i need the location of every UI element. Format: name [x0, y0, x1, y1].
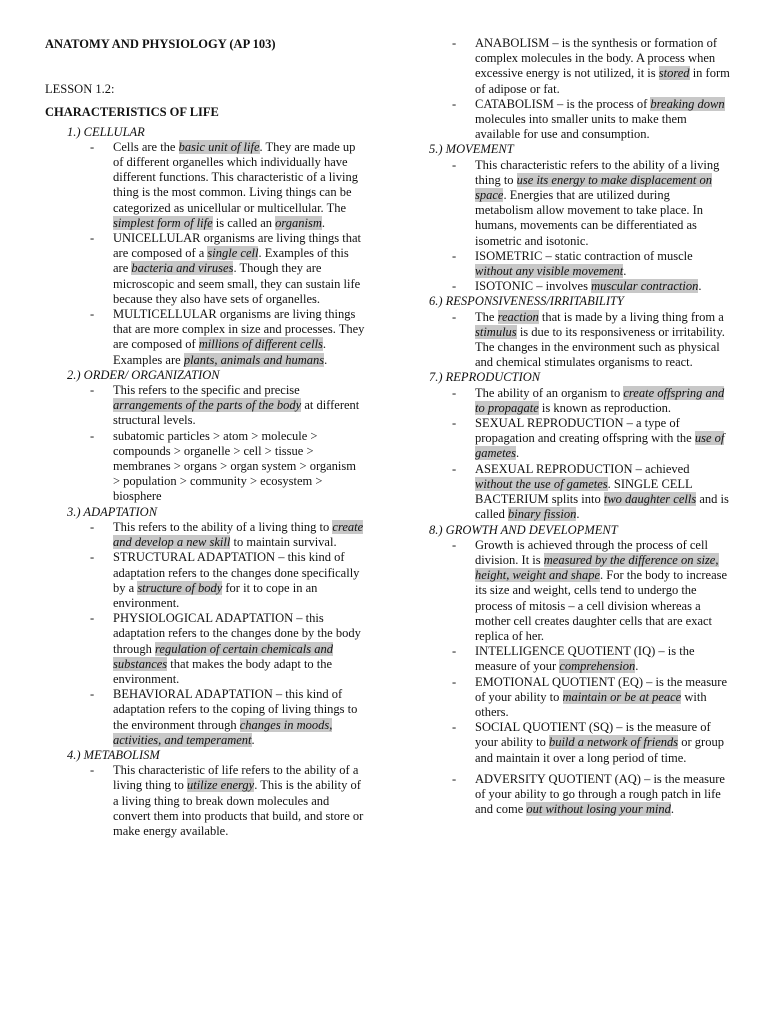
- dash-bullet-icon: -: [90, 383, 95, 398]
- dash-bullet-icon: -: [90, 307, 95, 322]
- highlighted-term: simplest form of life: [113, 215, 213, 230]
- highlighted-term: create and develop a new skill: [113, 519, 364, 550]
- body-text: EMOTIONAL QUOTIENT (EQ) – is the measure of your ability to: [475, 674, 728, 704]
- bullet-item: [45, 763, 365, 839]
- bullet-item: [45, 307, 365, 368]
- bullet-item: [425, 675, 730, 721]
- bullet-item: [425, 644, 730, 674]
- bullet-item: [45, 429, 365, 505]
- dash-bullet-icon: -: [90, 763, 95, 778]
- body-text: MULTICELLULAR organisms are living things that are more complex in size and processes. They are composed of: [113, 307, 365, 352]
- highlighted-term: reaction: [497, 309, 539, 324]
- bullet-item: [45, 687, 365, 748]
- dash-bullet-icon: -: [452, 309, 457, 324]
- section-heading: 2.) ORDER/ ORGANIZATION: [67, 367, 220, 382]
- body-text: in form of adipose or fat.: [475, 66, 730, 96]
- body-text: This characteristic of life refers to the ability of a living thing to: [113, 763, 359, 793]
- bullet-item: [45, 550, 365, 611]
- body-text: is called an: [212, 215, 276, 230]
- body-text: is due to its responsiveness or irritability. The changes in the environment such as physical and chemical stimulates organisms to react.: [475, 324, 725, 370]
- body-text: .: [324, 352, 328, 367]
- left-body: [45, 125, 365, 840]
- body-text: . Though they are microscopic and seem small, they can sustain life because they also have sets of organelles.: [113, 261, 361, 306]
- body-text: .: [623, 264, 627, 279]
- dash-bullet-icon: -: [452, 416, 457, 431]
- body-text: SEXUAL REPRODUCTION – a type of propagation and creating offspring with the: [475, 416, 695, 446]
- body-text: that makes the body adapt to the environment.: [113, 656, 333, 686]
- body-text: PHYSIOLOGICAL ADAPTATION – this adaptation refers to the changes done by the body through: [113, 611, 361, 656]
- highlighted-term: out without losing your mind: [526, 802, 671, 817]
- highlighted-term: build a network of friends: [548, 735, 679, 750]
- dash-bullet-icon: -: [90, 139, 95, 154]
- dash-bullet-icon: -: [90, 519, 95, 534]
- dash-bullet-icon: -: [452, 674, 457, 689]
- bullet-item: [425, 249, 730, 279]
- body-text: . SINGLE CELL BACTERIUM splits into: [475, 476, 693, 507]
- bullet-item: [425, 97, 730, 143]
- dash-bullet-icon: -: [452, 157, 457, 172]
- body-text: .: [251, 732, 255, 747]
- body-text: . For the body to increase its size and weight, cells tend to undergo the process of mitosis – a cell division whereas a mother cell creates daughter cells that are exact replica of her.: [475, 568, 728, 643]
- body-text: BEHAVIORAL ADAPTATION – this kind of adaptation refers to the coping of living things to the environment through: [113, 687, 358, 732]
- body-text: ADVERSITY QUOTIENT (AQ) – is the measure of your ability to go through a rough patch in life and come: [475, 771, 725, 817]
- highlighted-term: muscular contraction: [591, 279, 699, 294]
- highlighted-term: without the use of gametes: [475, 476, 608, 491]
- highlighted-term: single cell: [207, 246, 259, 261]
- right-column: [425, 36, 730, 817]
- body-text: ANABOLISM – is the synthesis or formation of complex molecules in the body. A process when excessive energy is not utilized, it is: [475, 36, 717, 81]
- section-heading: 7.) REPRODUCTION: [429, 370, 541, 385]
- section-heading: 8.) GROWTH AND DEVELOPMENT: [429, 522, 618, 537]
- bullet-item: [45, 140, 365, 231]
- document-title: ANATOMY AND PHYSIOLOGY (AP 103): [45, 37, 276, 51]
- body-text: . This is the ability of a living thing to break down molecules and convert them into products that build, and store or make energy available.: [113, 778, 364, 838]
- section-heading: 4.) METABOLISM: [67, 747, 160, 762]
- highlighted-term: structure of body: [137, 580, 223, 595]
- body-text: subatomic particles > atom > molecule > compounds > organelle > cell > tissue > membranes > organs > organ system > organism > population > community > ecosystem > biosphere: [113, 428, 356, 504]
- body-text: INTELLIGENCE QUOTIENT (IQ) – is the measure of your: [475, 644, 695, 674]
- dash-bullet-icon: -: [90, 550, 95, 565]
- body-text: The: [475, 309, 498, 324]
- bullet-item: [45, 611, 365, 687]
- highlighted-term: breaking down: [650, 96, 725, 111]
- bullet-item: [425, 720, 730, 766]
- right-body: [425, 36, 730, 817]
- dash-bullet-icon: -: [452, 96, 457, 111]
- left-column: [45, 37, 365, 839]
- lesson-label: LESSON 1.2:: [45, 82, 115, 97]
- body-text: . Energies that are utilized during metabolism allow movement to take place. In humans, movements can be differentiated as isometric and isotonic.: [475, 188, 704, 248]
- body-text: is known as reproduction.: [538, 400, 672, 415]
- highlighted-term: comprehension: [559, 659, 636, 674]
- body-text: ASEXUAL REPRODUCTION – achieved: [475, 461, 690, 476]
- body-text: Growth is achieved through the process of cell division. It is: [475, 537, 708, 567]
- dash-bullet-icon: -: [452, 720, 457, 735]
- body-text: that is made by a living thing from a: [538, 309, 724, 324]
- highlighted-term: use of gametes: [475, 431, 725, 461]
- bullet-item: [425, 462, 730, 523]
- dash-bullet-icon: -: [452, 279, 457, 294]
- body-text: STRUCTURAL ADAPTATION – this kind of adaptation refers to the changes done specifically by a: [113, 550, 360, 595]
- body-text: Cells are the: [113, 139, 179, 154]
- dash-bullet-icon: -: [452, 771, 457, 786]
- body-text: .: [635, 659, 639, 674]
- highlighted-term: bacteria and viruses: [131, 261, 234, 276]
- highlighted-term: stimulus: [475, 324, 517, 339]
- bullet-item: [45, 383, 365, 429]
- body-text: The ability of an organism to: [475, 385, 624, 400]
- highlighted-term: binary fission: [507, 507, 577, 522]
- section-heading: 5.) MOVEMENT: [429, 142, 514, 157]
- body-text: molecules into smaller units to make them available for use and consumption.: [475, 112, 687, 142]
- chapter-heading: CHARACTERISTICS OF LIFE: [45, 105, 219, 120]
- bullet-item: [425, 279, 730, 294]
- highlighted-term: stored: [658, 66, 690, 81]
- highlighted-term: regulation of certain chemicals and substances: [113, 641, 333, 671]
- highlighted-term: create offspring and to propagate: [475, 385, 725, 415]
- bullet-item: [425, 386, 730, 416]
- dash-bullet-icon: -: [452, 644, 457, 659]
- highlighted-term: measured by the difference on size, height, weight and shape: [475, 552, 719, 583]
- section-heading: 1.) CELLULAR: [67, 124, 145, 139]
- body-text: .: [576, 507, 580, 522]
- dash-bullet-icon: -: [452, 385, 457, 400]
- bullet-item: [45, 520, 365, 550]
- body-text: This refers to the specific and precise: [113, 383, 300, 398]
- bullet-item: [425, 416, 730, 462]
- body-text: CATABOLISM – is the process of: [475, 96, 651, 111]
- body-text: with others.: [475, 689, 707, 719]
- highlighted-term: arrangements of the parts of the body: [113, 398, 302, 413]
- highlighted-term: millions of different cells: [198, 337, 323, 352]
- body-text: ISOMETRIC – static contraction of muscle: [475, 248, 693, 263]
- bullet-item: [425, 158, 730, 249]
- section-heading: 3.) ADAPTATION: [67, 504, 158, 519]
- dash-bullet-icon: -: [90, 231, 95, 246]
- body-text: for it to cope in an environment.: [113, 580, 318, 610]
- body-text: This characteristic refers to the ability of a living thing to: [475, 157, 720, 187]
- highlighted-term: plants, animals and humans: [183, 352, 325, 367]
- dash-bullet-icon: -: [90, 687, 95, 702]
- body-text: to maintain survival.: [230, 535, 337, 550]
- dash-bullet-icon: -: [452, 248, 457, 263]
- body-text: at different structural levels.: [113, 398, 360, 428]
- highlighted-term: changes in moods, activities, and temperament: [113, 717, 333, 747]
- highlighted-term: basic unit of life: [178, 139, 260, 154]
- section-heading: 6.) RESPONSIVENESS/IRRITABILITY: [429, 294, 624, 309]
- dash-bullet-icon: -: [452, 461, 457, 476]
- bullet-item: [425, 310, 730, 371]
- dash-bullet-icon: -: [90, 428, 95, 443]
- dash-bullet-icon: -: [90, 611, 95, 626]
- body-text: UNICELLULAR organisms are living things that are composed of a: [113, 231, 362, 261]
- dash-bullet-icon: -: [452, 537, 457, 552]
- highlighted-term: utilize energy: [186, 778, 255, 793]
- body-text: ISOTONIC – involves: [475, 279, 592, 294]
- bullet-item: [425, 36, 730, 97]
- bullet-item: [425, 538, 730, 644]
- body-text: . They are made up of different organelles which individually have different functions. This characteristic of a living thing is the most common. Living things can be categorized as unicellular or multicellular. The: [113, 139, 358, 215]
- highlighted-term: without any visible movement: [475, 264, 624, 279]
- body-text: SOCIAL QUOTIENT (SQ) – is the measure of your ability to: [475, 720, 711, 750]
- highlighted-term: organism: [275, 215, 322, 230]
- body-text: .: [698, 279, 702, 294]
- highlighted-term: maintain or be at peace: [562, 689, 682, 704]
- body-text: This refers to the ability of a living thing to: [113, 519, 333, 534]
- body-text: .: [670, 802, 674, 817]
- body-text: .: [321, 215, 326, 230]
- highlighted-term: two daughter cells: [603, 492, 697, 507]
- body-text: or group and maintain it over a long period of time.: [475, 735, 724, 765]
- bullet-item: [45, 231, 365, 307]
- body-text: .: [515, 446, 520, 461]
- body-text: and is called: [475, 492, 729, 522]
- bullet-item: [425, 772, 730, 818]
- dash-bullet-icon: -: [452, 36, 457, 50]
- body-text: . Examples of this are: [113, 246, 349, 276]
- body-text: . Examples are: [113, 337, 327, 367]
- highlighted-term: use its energy to make displacement on space: [475, 172, 712, 203]
